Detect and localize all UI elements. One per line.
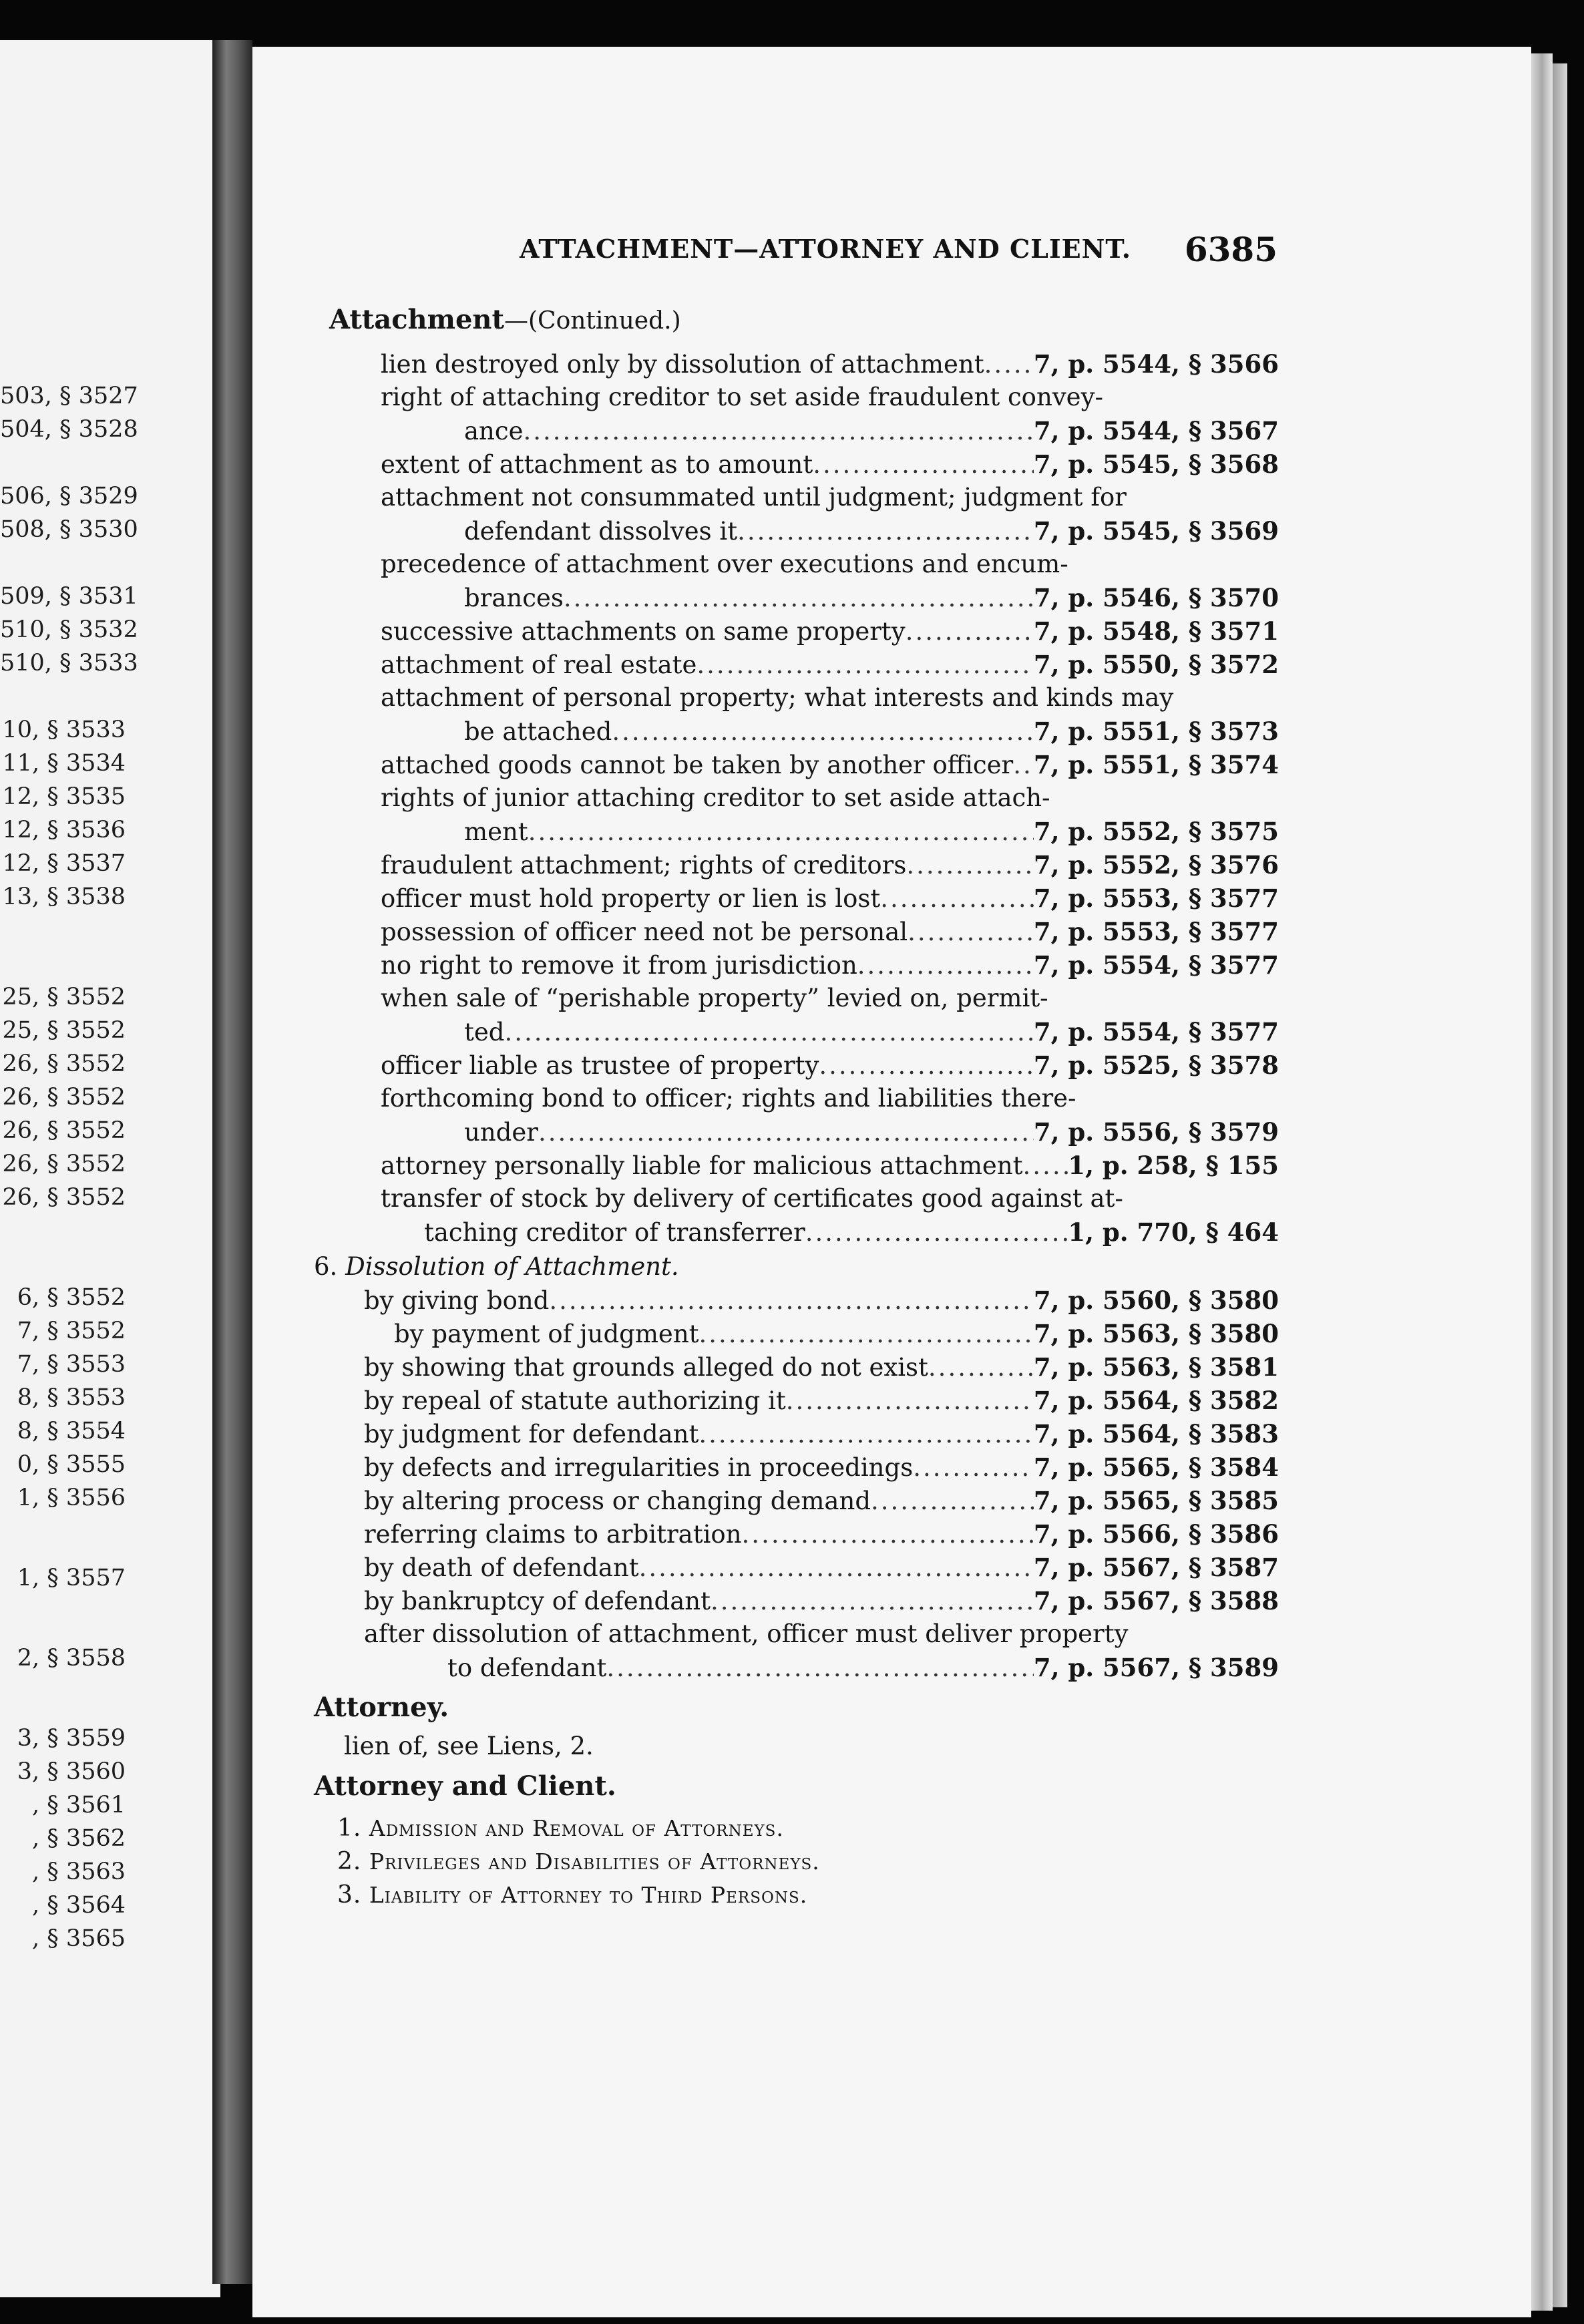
left-ref: 508, § 3530 [0,516,138,543]
index-entry: extent of attachment as to amount ..... 7, p. 5545, § 3568 [381,449,1279,479]
index-entry: by repeal of statute authorizing it ..... 7, p. 5564, § 3582 [364,1386,1279,1415]
left-ref: 11, § 3534 [2,750,126,777]
index-entry-continuation: ted ..... 7, p. 5554, § 3577 [464,1017,1279,1046]
running-head [272,200,1277,269]
index-entry: by death of defendant ..... 7, p. 5567, § 3587 [364,1553,1279,1582]
left-ref: 12, § 3535 [2,783,126,810]
topic-item: 1. Admission and Removal of Attorneys. [337,1814,784,1842]
section-heading-dissolution: 6. Dissolution of Attachment. [314,1252,679,1281]
left-ref: 510, § 3532 [0,616,138,643]
page-edge [1553,63,1567,2307]
index-entry: successive attachments on same property ..... 7, p. 5548, § 3571 [381,616,1279,646]
index-entry: attachment not consummated until judgment; judgment for [381,483,1127,512]
index-entry: attachment of personal property; what interests and kinds may [381,683,1174,712]
index-content [297,304,1285,2241]
left-ref: 26, § 3552 [2,1184,126,1211]
index-entry-continuation: ment ..... 7, p. 5552, § 3575 [464,817,1279,846]
index-entry-continuation: taching creditor of transferrer ..... 1, p. 770, § 464 [424,1217,1279,1247]
index-entry-continuation: brances ..... 7, p. 5546, § 3570 [464,583,1279,612]
left-ref: 10, § 3533 [2,717,126,743]
left-ref: , § 3562 [32,1825,126,1852]
left-ref: 0, § 3555 [17,1451,126,1478]
left-page [0,40,220,2297]
index-entry: fraudulent attachment; rights of creditors ..... 7, p. 5552, § 3576 [381,850,1279,880]
left-ref: 26, § 3552 [2,1050,126,1077]
index-entry: when sale of “perishable property” levied on, permit- [381,984,1048,1012]
left-ref: 26, § 3552 [2,1151,126,1177]
left-ref: 7, § 3553 [17,1351,126,1378]
index-entry: lien destroyed only by dissolution of attachment ..... 7, p. 5544, § 3566 [381,349,1279,379]
left-ref: 26, § 3552 [2,1084,126,1111]
index-entry: by judgment for defendant ..... 7, p. 5564, § 3583 [364,1419,1279,1448]
left-ref: 26, § 3552 [2,1117,126,1144]
index-entry-continuation: ance ..... 7, p. 5544, § 3567 [464,416,1279,445]
entry-heading-attachment: Attachment—(Continued.) [329,304,681,335]
index-entry: by showing that grounds alleged do not exist ..... 7, p. 5563, § 3581 [364,1352,1279,1382]
index-entry: by defects and irregularities in proceedings ..... 7, p. 5565, § 3584 [364,1452,1279,1482]
page-edge [1531,53,1553,2311]
index-entry: precedence of attachment over executions and encum- [381,550,1068,578]
left-ref: 25, § 3552 [2,1017,126,1044]
index-entry-continuation: be attached ..... 7, p. 5551, § 3573 [464,717,1279,746]
left-ref: 503, § 3527 [0,383,138,409]
left-ref: , § 3565 [32,1925,126,1952]
index-entry: no right to remove it from jurisdiction ..... 7, p. 5554, § 3577 [381,950,1279,980]
page-number: 6385 [1184,230,1277,269]
left-ref: 3, § 3559 [17,1725,126,1752]
index-entry: by bankruptcy of defendant ..... 7, p. 5567, § 3588 [364,1586,1279,1615]
left-ref: 1, § 3556 [17,1485,126,1511]
index-entry: by altering process or changing demand ..... 7, p. 5565, § 3585 [364,1486,1279,1515]
left-ref: 13, § 3538 [2,884,126,910]
entry-heading-attorney: Attorney. [314,1692,449,1723]
entry-heading-attorney-and-client: Attorney and Client. [314,1770,616,1802]
left-ref: 506, § 3529 [0,483,138,510]
cross-reference: lien of, see Liens, 2. [344,1732,594,1760]
index-entry: attachment of real estate ..... 7, p. 5550, § 3572 [381,650,1279,679]
left-ref: , § 3564 [32,1892,126,1919]
left-ref: 2, § 3558 [17,1645,126,1672]
topic-item: 3. Liability of Attorney to Third Persons. [337,1881,808,1909]
index-entry-continuation: defendant dissolves it ..... 7, p. 5545, § 3569 [464,516,1279,546]
index-entry: officer liable as trustee of property ..... 7, p. 5525, § 3578 [381,1050,1279,1080]
left-ref: 509, § 3531 [0,583,138,610]
index-entry: referring claims to arbitration ..... 7, p. 5566, § 3586 [364,1519,1279,1549]
index-entry: forthcoming bond to officer; rights and liabilities there- [381,1084,1076,1113]
index-entry: rights of junior attaching creditor to set aside attach- [381,783,1050,812]
book-spine [212,40,252,2284]
index-entry: possession of officer need not be personal ..... 7, p. 5553, § 3577 [381,917,1279,946]
left-ref: 1, § 3557 [17,1565,126,1591]
index-entry-continuation: under ..... 7, p. 5556, § 3579 [464,1117,1279,1147]
left-ref: 12, § 3537 [2,850,126,877]
topic-item: 2. Privileges and Disabilities of Attorneys. [337,1848,820,1875]
left-ref: 8, § 3553 [17,1384,126,1411]
index-entry: by giving bond ..... 7, p. 5560, § 3580 [364,1286,1279,1315]
left-ref: , § 3563 [32,1859,126,1885]
left-ref: 504, § 3528 [0,416,138,443]
index-entry: attorney personally liable for malicious attachment ..... 1, p. 258, § 155 [381,1151,1279,1180]
left-ref: 12, § 3536 [2,817,126,843]
running-head-title: ATTACHMENT—ATTORNEY AND CLIENT. [520,234,1131,264]
left-ref: , § 3561 [32,1792,126,1818]
index-entry: after dissolution of attachment, officer must deliver property [364,1619,1129,1648]
left-ref: 510, § 3533 [0,650,138,676]
left-ref: 7, § 3552 [17,1318,126,1344]
left-ref: 25, § 3552 [2,984,126,1010]
index-entry: officer must hold property or lien is lost ..... 7, p. 5553, § 3577 [381,884,1279,913]
index-entry: transfer of stock by delivery of certificates good against at- [381,1184,1123,1213]
left-ref: 3, § 3560 [17,1758,126,1785]
left-ref: 8, § 3554 [17,1418,126,1444]
index-entry: by payment of judgment ..... 7, p. 5563, § 3580 [394,1319,1279,1348]
index-entry: right of attaching creditor to set aside fraudulent convey- [381,383,1103,411]
index-entry-continuation: to defendant ..... 7, p. 5567, § 3589 [447,1653,1279,1682]
index-entry: attached goods cannot be taken by another officer ..... 7, p. 5551, § 3574 [381,750,1279,779]
left-ref: 6, § 3552 [17,1284,126,1311]
